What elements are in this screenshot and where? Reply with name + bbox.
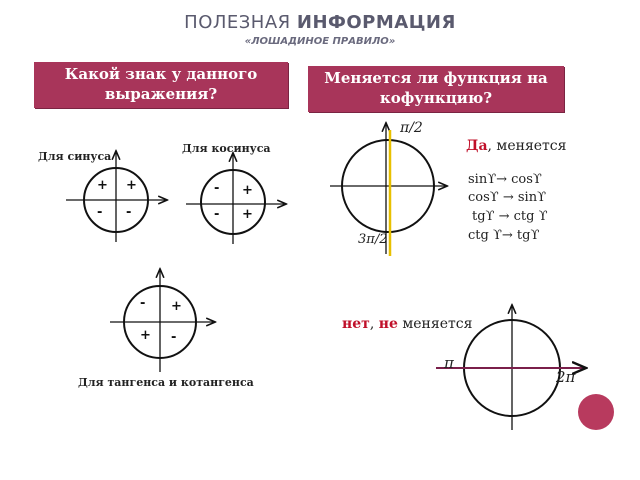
cosine-q2-sign: - (214, 181, 220, 196)
sine-q2-sign: + (97, 178, 108, 193)
banner-cofunction-text: Меняется ли функция на кофункцию? (324, 69, 548, 107)
yes-bottom-angle-label: 3π/2 (358, 232, 388, 247)
sine-label: Для синуса (38, 150, 112, 163)
no-sep: , (369, 316, 379, 332)
rule-ctg-tg: ctg ϒ→ tgϒ (468, 228, 540, 243)
cosine-q1-sign: + (242, 183, 253, 198)
title-part2: ИНФОРМАЦИЯ (296, 12, 456, 33)
decorative-dot (578, 394, 614, 430)
sine-q4-sign: - (126, 205, 132, 220)
cosine-label: Для косинуса (182, 142, 271, 155)
no-heading (342, 316, 472, 332)
yes-heading (466, 138, 566, 154)
no-right-angle-label: 2π (556, 368, 576, 386)
rule-cos-sin: cosϒ → sinϒ (468, 190, 546, 205)
yes-rest: , меняется (487, 138, 567, 154)
no-left-angle-label: π (444, 354, 454, 372)
tangent-q1-sign: + (171, 299, 182, 314)
rule-sin-cos: sinϒ→ cosϒ (468, 172, 542, 187)
cosine-circle-diagram (186, 154, 285, 244)
cosine-q4-sign: + (242, 207, 253, 222)
yes-top-angle-label: π/2 (400, 120, 423, 136)
not-word: не (378, 316, 398, 332)
sine-q1-sign: + (126, 178, 137, 193)
tangent-label: Для тангенса и котангенса (78, 376, 254, 389)
tangent-q3-sign: + (140, 328, 151, 343)
tangent-q4-sign: - (171, 330, 177, 345)
title-part1: ПОЛЕЗНАЯ (184, 12, 297, 33)
cofunction-yes-diagram (330, 124, 446, 256)
tangent-circle-diagram (110, 270, 214, 372)
cosine-q3-sign: - (214, 207, 220, 222)
sine-circle-diagram (66, 152, 166, 242)
yes-word: Да (466, 138, 488, 154)
tangent-q2-sign: - (140, 296, 146, 311)
page-subtitle: «ЛОШАДИНОЕ ПРАВИЛО» (244, 36, 396, 47)
sine-q3-sign: - (97, 205, 103, 220)
no-word: нет (342, 316, 370, 332)
banner-sign-text: Какой знак у данного выражения? (64, 65, 258, 103)
no-rest: меняется (397, 316, 473, 332)
rule-tg-ctg: tgϒ → ctg ϒ (472, 209, 548, 224)
